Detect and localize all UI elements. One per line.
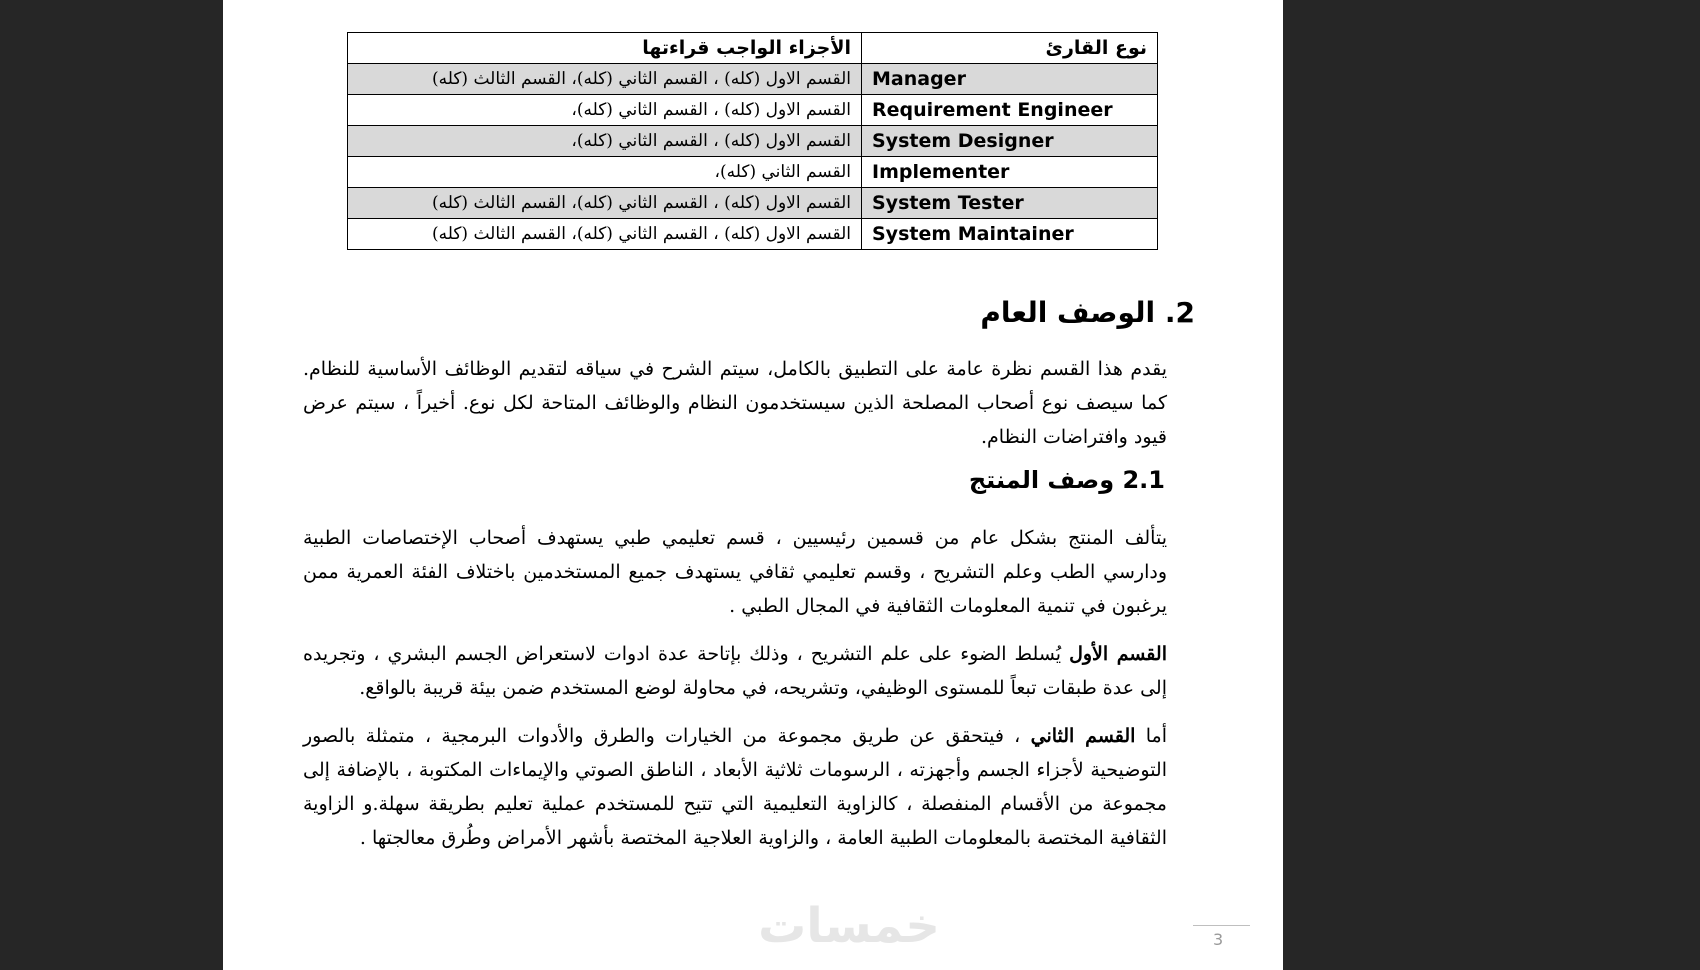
page-number: 3 — [1213, 930, 1224, 949]
paragraph-lead: القسم الثاني — [1030, 725, 1136, 747]
watermark-logo: خمسات — [758, 898, 940, 954]
reader-type-cell: System Designer — [862, 126, 1158, 157]
parts-cell: القسم الاول (كله) ، القسم الثاني (كله)، — [348, 126, 862, 157]
header-reader-type: نوع القارئ — [862, 33, 1158, 64]
table-row — [348, 219, 1158, 250]
table-header-row — [348, 33, 1158, 64]
paragraph-text: يُسلط الضوء على علم التشريح ، وذلك بإتاحة عدة ادوات لاستعراض الجسم البشري ، وتجريده إلى عدة طبقات تبعاً للمستوى الوظيفي، وتشريحه، في محاولة لوضع المستخدم ضمن بيئة قريبة بالواقع. — [303, 643, 1167, 699]
parts-cell: القسم الاول (كله) ، القسم الثاني (كله)، القسم الثالث (كله) — [348, 219, 862, 250]
paragraph-text: ، فيتحقق عن طريق مجموعة من الخيارات والطرق والأدوات البرمجية ، متمثلة بالصور التوضيحية لأجزاء الجسم وأجهزته ، الرسومات ثلاثية الأبعاد ، الناطق الصوتي والإيماءات المكتوبة ، بالإضافة إلى مجموعة من الأقسام المنفصلة ، كالزاوية التعليمية التي تتيح للمستخدم عملية تعليم بطريقة سهلة.و الزاوية الثقافية المختصة بالمعلومات الطبية العامة ، والزاوية العلاجية المختصة بأشهر الأمراض وطُرق معالجتها . — [303, 725, 1167, 849]
paragraph-prefix: أما — [1135, 725, 1167, 747]
subsection-heading: 2.1 وصف المنتج — [968, 466, 1165, 494]
second-part-paragraph — [303, 719, 1167, 855]
document-page — [223, 0, 1283, 970]
parts-cell: القسم الاول (كله) ، القسم الثاني (كله)، — [348, 95, 862, 126]
section-paragraph: يقدم هذا القسم نظرة عامة على التطبيق بالكامل، سيتم الشرح في سياقه لتقديم الوظائف الأساسية للنظام. كما سيصف نوع أصحاب المصلحة الذين سيستخدمون النظام والوظائف المتاحة لكل نوع. أخيراً ، سيتم عرض قيود وافتراضات النظام. — [303, 358, 1167, 448]
parts-cell: القسم الثاني (كله)، — [348, 157, 862, 188]
reader-table — [347, 32, 1158, 250]
table-row — [348, 95, 1158, 126]
table-row — [348, 126, 1158, 157]
table-row — [348, 157, 1158, 188]
first-part-paragraph — [303, 637, 1167, 705]
reader-type-cell: Requirement Engineer — [862, 95, 1158, 126]
product-description-paragraph: يتألف المنتج بشكل عام من قسمين رئيسيين ، قسم تعليمي طبي يستهدف أصحاب الإختصاصات الطبية ودارسي الطب وعلم التشريح ، وقسم تعليمي ثقافي يستهدف جميع المستخدمين باختلاف الفئة العمرية ممن يرغبون في تنمية المعلومات الثقافية في المجال الطبي . — [303, 527, 1167, 617]
reader-type-cell: System Tester — [862, 188, 1158, 219]
section-heading: 2. الوصف العام — [980, 296, 1195, 329]
reader-type-cell: Implementer — [862, 157, 1158, 188]
header-parts: الأجزاء الواجب قراءتها — [348, 33, 862, 64]
table-row — [348, 188, 1158, 219]
paragraph-lead: القسم الأول — [1069, 643, 1167, 665]
footer-divider — [1193, 925, 1250, 926]
parts-cell: القسم الاول (كله) ، القسم الثاني (كله)، القسم الثالث (كله) — [348, 188, 862, 219]
reader-type-cell: Manager — [862, 64, 1158, 95]
reader-type-cell: System Maintainer — [862, 219, 1158, 250]
table-row — [348, 64, 1158, 95]
parts-cell: القسم الاول (كله) ، القسم الثاني (كله)، القسم الثالث (كله) — [348, 64, 862, 95]
